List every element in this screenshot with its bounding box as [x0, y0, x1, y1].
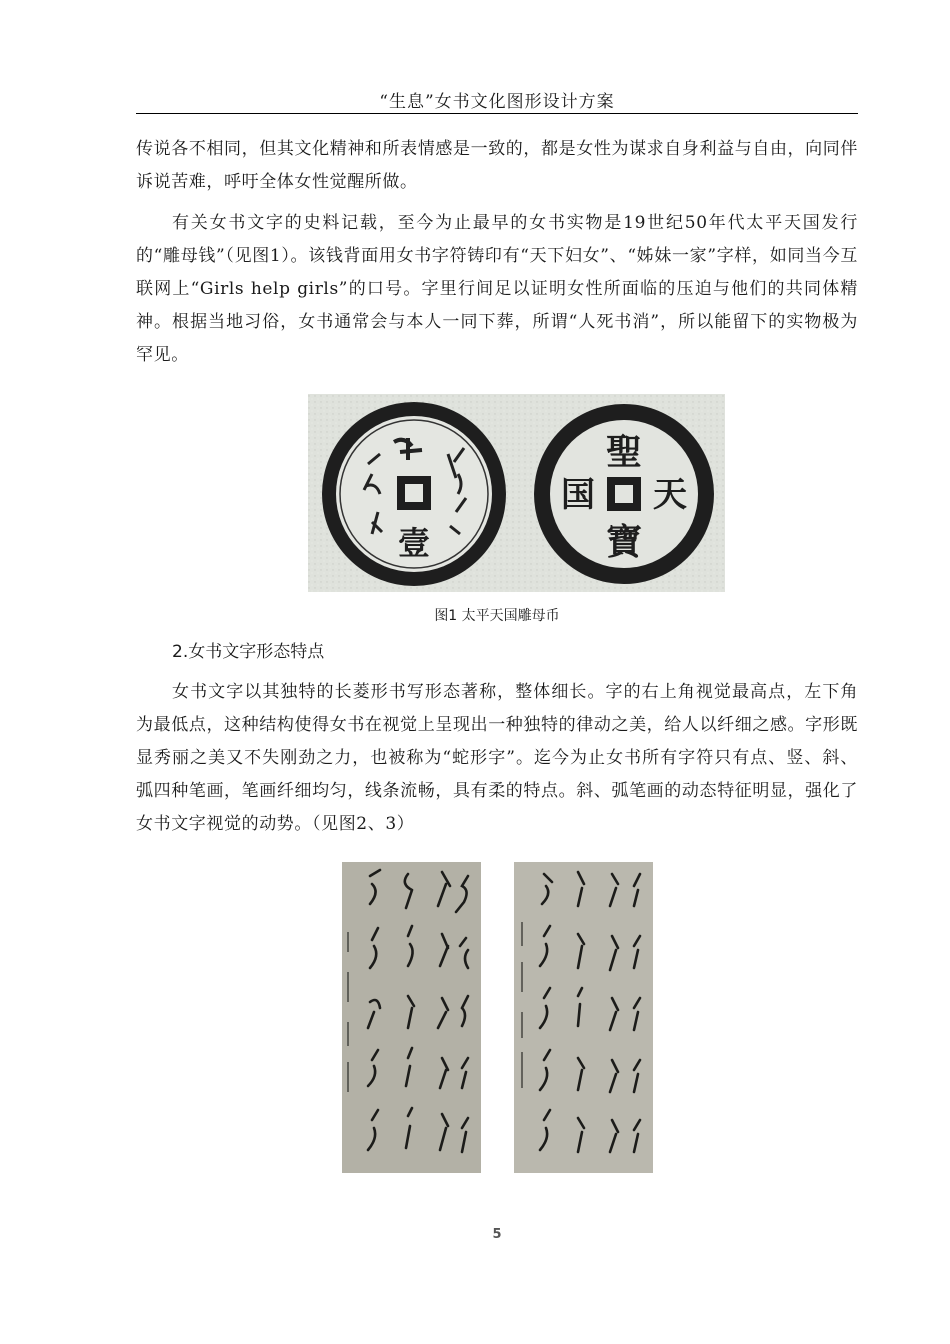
figure-2-calligraphy-image [342, 862, 481, 1173]
coin-front-char-bottom: 寶 [605, 521, 643, 563]
coin-back-char-1: 壹 [397, 524, 431, 562]
page-header-title: “生息”女书文化图形设计方案 [379, 92, 615, 112]
paragraph-3: 女书文字以其独特的长菱形书写形态著称，整体细长。字的右上角视觉最高点，左下角为最低点，这种结构使得女书在视觉上呈现出一种独特的律动之美，给人以纤细之感。字形既显秀丽之美又不失刚劲之力，也被称为“蛇形字”。迄今为止女书所有字符只有点、竖、斜、弧四种笔画，笔画纤细均匀，线条流畅，具有柔的特点。斜、弧笔画的动态特征明显，强化了女书文字视觉的动势。（见图2、3） [136, 682, 858, 834]
figure-1-caption: 图1 太平天国雕母币 [434, 608, 560, 624]
figure-3-calligraphy-image [514, 862, 653, 1173]
coin-front-char-top: 聖 [605, 431, 643, 473]
paragraph-1: 传说各不相同，但其文化精神和所表情感是一致的，都是女性为谋求自身利益与自由，向同伴诉说苦难，呼吁全体女性觉醒所做。 [136, 139, 858, 192]
paragraph-2: 有关女书文字的史料记载，至今为止最早的女书实物是19世纪50年代太平天国发行的“雕母钱”（见图1）。该钱背面用女书字符铸印有“天下妇女”、“姊妹一家”字样，如同当今互联网上“Girls help girls”的口号。字里行间足以证明女性所面临的压迫与他们的共同体精神。根据当地习俗，女书通常会与本人一同下葬，所谓“人死书消”，所以能留下的实物极为罕见。 [136, 213, 858, 365]
coin-front-char-left: 国 [561, 475, 595, 515]
section-heading: 2.女书文字形态特点 [172, 642, 325, 662]
page-number: 5 [492, 1227, 502, 1242]
coin-front-char-right: 天 [653, 475, 687, 515]
figure-1-coins-image [308, 394, 725, 592]
header-rule [136, 113, 858, 114]
